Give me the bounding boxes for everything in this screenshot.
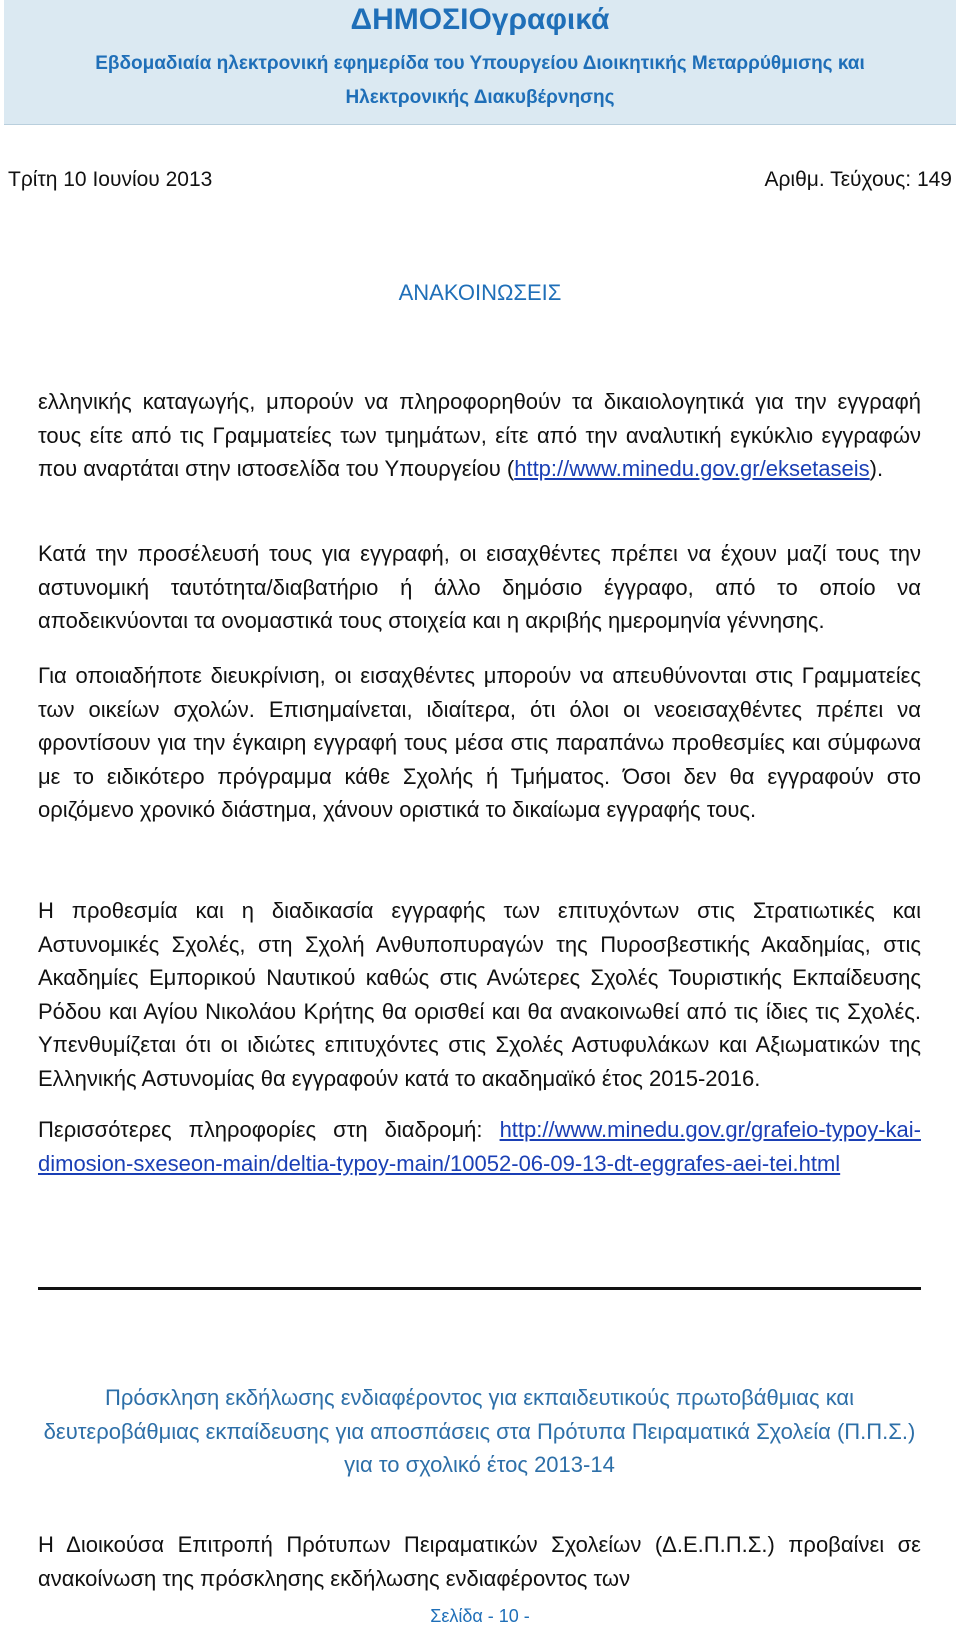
article-paragraph-2: Κατά την προσέλευσή τους για εγγραφή, οι εισαχθέντες πρέπει να έχουν μαζί τους την αστυνομική ταυτότητα/διαβατήριο ή άλλο δημόσιο έγγραφο, από το οποίο να αποδεικνύονται τα ονομαστικά τους στοιχεία και η ακριβής ημερομηνία γέννησης. [38,541,921,633]
page-number: Σελίδα - 10 - [430,1606,530,1626]
issue-number: Αριθμ. Τεύχους: 149 [764,168,952,191]
section-divider [38,1287,921,1290]
issue-info-row [8,164,952,196]
article-paragraph-1 [38,385,921,486]
more-info-paragraph [38,1113,921,1180]
eksetaseis-link[interactable]: http://www.minedu.gov.gr/eksetaseis [514,456,870,481]
section-title: ΑΝΑΚΟΙΝΩΣΕΙΣ [398,280,562,305]
newsletter-title: ΔΗΜΟΣΙΟγραφικά [350,3,610,36]
issue-date: Τρίτη 10 Ιουνίου 2013 [8,168,213,191]
newsletter-banner [4,0,956,125]
paragraph-text: ελληνικής καταγωγής, μπορούν να πληροφορηθούν τα δικαιολογητικά για την εγγραφή τους είτε από τις Γραμματείες των τμημάτων, είτε από την αναλυτική εγκύκλιο εγγραφών που αναρτάται στην ιστοσελίδα του Υπουργείου ( [38,389,921,481]
next-article-heading: Πρόσκληση εκδήλωσης ενδιαφέροντος για εκπαιδευτικούς πρωτοβάθμιας και δευτεροβάθμιας εκπαίδευσης για αποσπάσεις στα Πρότυπα Πειραματικά Σχολεία (Π.Π.Σ.) για το σχολικό έτος 2013-14 [43,1385,916,1477]
paragraph-text-end: ). [869,456,884,481]
article-paragraph-4: Η προθεσμία και η διαδικασία εγγραφής των επιτυχόντων στις Στρατιωτικές και Αστυνομικές Σχολές, στη Σχολή Ανθυποπυραγών της Πυροσβεστικής Ακαδημίας, στις Ακαδημίες Εμπορικού Ναυτικού καθώς στις Ανώτερες Σχολές Τουριστικής Εκπαίδευσης Ρόδου και Αγίου Νικολάου Κρήτης θα ορισθεί και θα ανακοινωθεί από τις ίδιες τις Σχολές. Υπενθυμίζεται ότι οι ιδιώτες επιτυχόντες στις Σχολές Αστυφυλάκων και Αξιωματικών της Ελληνικής Αστυνομίας θα εγγραφούν κατά το ακαδημαϊκό έτος 2015-2016. [38,898,921,1091]
press-release-link[interactable]: http://www.minedu.gov.gr/grafeio-typoy-kai-dimosion-sxeseon-main/deltia-typoy-main/10052-06-09-13-dt-eggrafes-aei-tei.html [38,1117,921,1176]
next-article-paragraph: Η Διοικούσα Επιτροπή Πρότυπων Πειραματικών Σχολείων (Δ.Ε.Π.Π.Σ.) προβαίνει σε ανακοίνωση της πρόσκλησης εκδήλωσης ενδιαφέροντος των [38,1532,921,1591]
more-info-text: Περισσότερες πληροφορίες στη διαδρομή: [38,1117,500,1142]
article-paragraph-3: Για οποιαδήποτε διευκρίνιση, οι εισαχθέντες μπορούν να απευθύνονται στις Γραμματείες των οικείων σχολών. Επισημαίνεται, ιδιαίτερα, ότι όλοι οι νεοεισαχθέντες πρέπει να φροντίσουν για την έγκαιρη εγγραφή τους μέσα στις παραπάνω προθεσμίες και σύμφωνα με το ειδικότερο πρόγραμμα κάθε Σχολής ή Τμήματος. Όσοι δεν θα εγγραφούν στο οριζόμενο χρονικό διάστημα, χάνουν οριστικά το δικαίωμα εγγραφής τους. [38,663,921,822]
newsletter-subtitle: Εβδομαδιαία ηλεκτρονική εφημερίδα του Υπουργείου Διοικητικής Μεταρρύθμισης και Ηλεκτρονικής Διακυβέρνησης [95,53,865,108]
